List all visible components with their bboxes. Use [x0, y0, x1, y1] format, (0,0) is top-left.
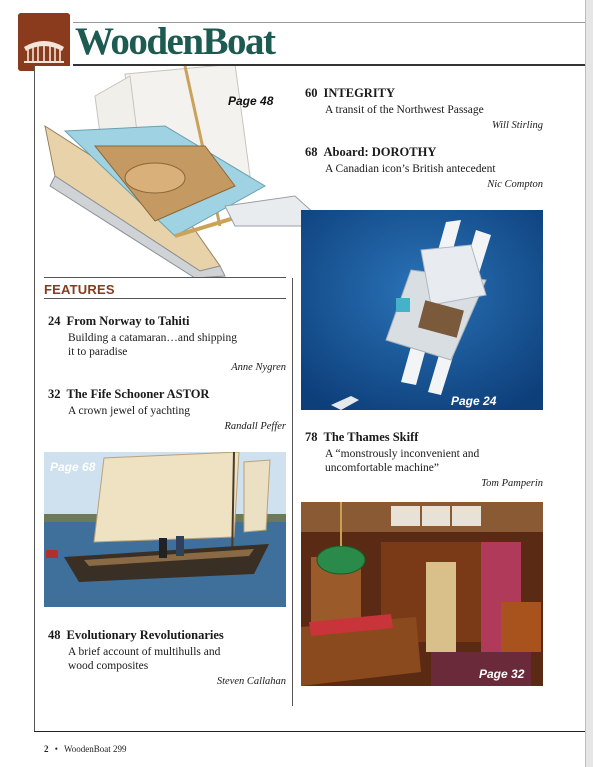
aerial-catamaran-photo: [301, 210, 543, 410]
article-description: A brief account of multihulls and wood composites: [68, 646, 221, 672]
page-label-68: Page 68: [50, 460, 96, 474]
article-description: A Canadian icon’s British antecedent: [325, 163, 496, 175]
article-author: Randall Peffer: [224, 421, 286, 432]
cabin-interior-photo: [301, 502, 543, 686]
article-author: Tom Pamperin: [481, 478, 543, 489]
article-title: 78 The Thames Skiff: [305, 430, 419, 444]
page-label-48: Page 48: [228, 94, 274, 108]
article-description: A transit of the Northwest Passage: [325, 104, 484, 116]
footer-rule: [34, 731, 585, 732]
article-title: 24 From Norway to Tahiti: [48, 314, 190, 328]
page-footer: [44, 744, 127, 754]
page-number: 2: [44, 744, 49, 754]
features-heading: FEATURES: [44, 282, 115, 297]
article-title: 32 The Fife Schooner ASTOR: [48, 387, 210, 401]
issue-label: WoodenBoat 299: [64, 744, 127, 754]
masthead-logo-text: WoodenBoat: [75, 20, 275, 63]
article-author: Anne Nygren: [231, 362, 286, 373]
features-top-rule: [44, 277, 286, 278]
article-title: 48 Evolutionary Revolutionaries: [48, 628, 224, 642]
page-right-edge: [585, 0, 593, 767]
page-label-24: Page 24: [451, 394, 497, 408]
article-description: A crown jewel of yachting: [68, 405, 190, 417]
article-description: A “monstrously inconvenient and uncomfortable machine”: [325, 448, 480, 474]
article-author: Steven Callahan: [216, 676, 286, 687]
article-68[interactable]: [305, 145, 543, 190]
article-78[interactable]: [305, 430, 543, 489]
page-label-32: Page 32: [479, 667, 525, 681]
article-title: 60 INTEGRITY: [305, 86, 396, 100]
logo-icon: [18, 13, 70, 71]
article-60[interactable]: [305, 86, 543, 131]
article-description: Building a catamaran…and shipping it to paradise: [68, 332, 237, 358]
article-author: Nic Compton: [487, 179, 543, 190]
catamaran-rendering-image: [35, 66, 317, 278]
article-title: 68 Aboard: DOROTHY: [305, 145, 437, 159]
article-32[interactable]: [48, 387, 286, 432]
article-author: Will Stirling: [491, 120, 543, 131]
article-48[interactable]: [48, 628, 286, 687]
sailing-schooner-photo: [44, 452, 286, 607]
features-bottom-rule: [44, 298, 286, 299]
article-24[interactable]: [48, 314, 286, 373]
footer-bullet: •: [54, 744, 58, 754]
